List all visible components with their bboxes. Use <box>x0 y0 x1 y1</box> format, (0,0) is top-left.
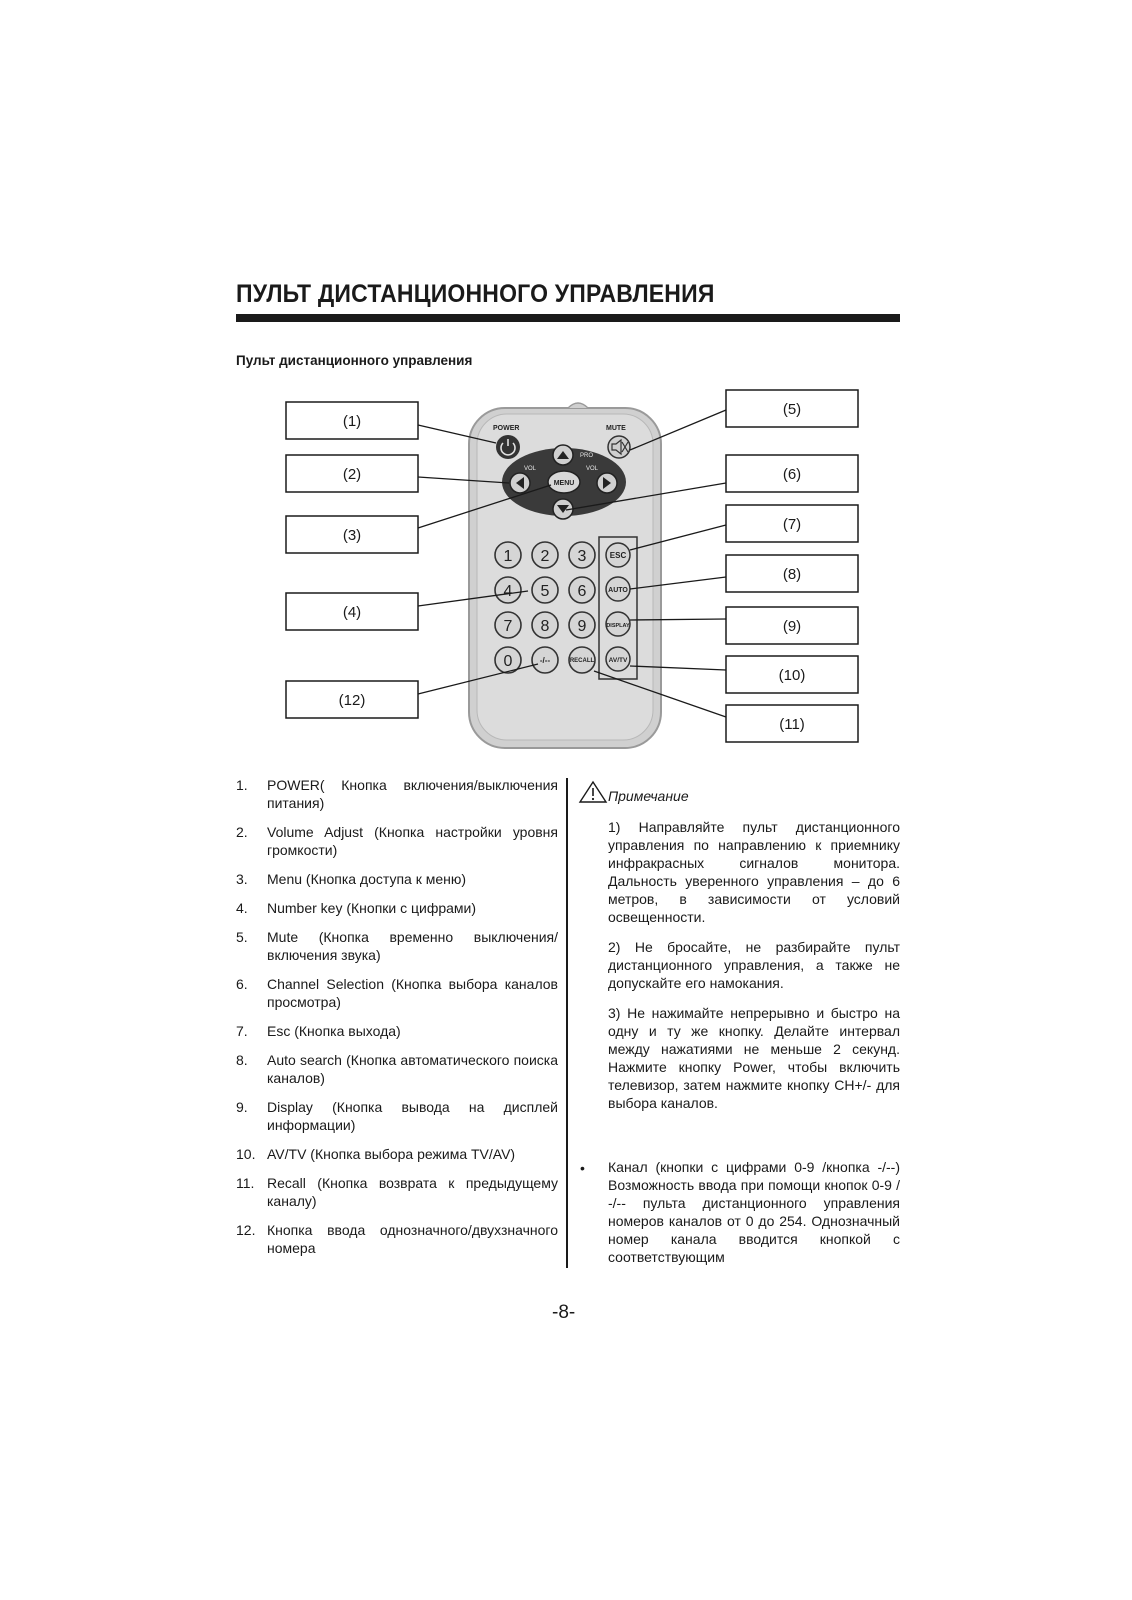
list-item-text: Display (Кнопка вывода на дисплей информации) <box>267 1099 558 1133</box>
list-item-number: 3. <box>236 871 248 887</box>
digit-9-button <box>569 612 595 638</box>
note-paragraph-3: 3) Не нажимайте непрерывно и быстро на одну и ту же кнопку. Делайте интервал между нажатиями не меньше 2 секунд. Нажмите кнопку Power, чтобы включить телевизор, затем нажмите кнопку CH+/- для выбора каналов. <box>608 1005 900 1111</box>
dash-button <box>532 647 558 673</box>
remote-control-illustration <box>469 403 661 748</box>
list-item <box>236 928 558 964</box>
list-item-text: Channel Selection (Кнопка выбора каналов просмотра) <box>267 976 558 1010</box>
vol-left-label: VOL <box>524 466 537 472</box>
list-item-number: 6. <box>236 976 248 992</box>
avtv-button <box>606 647 630 671</box>
list-item <box>236 1098 558 1134</box>
list-item-number: 7. <box>236 1023 248 1039</box>
digit-3-button <box>569 542 595 568</box>
callout-label-4: (4) <box>342 604 362 621</box>
esc-button <box>606 543 630 567</box>
bullet-mark: • <box>580 1160 585 1176</box>
list-item-text: Auto search (Кнопка автоматического поиска каналов) <box>267 1052 558 1086</box>
list-item-number: 8. <box>236 1052 248 1068</box>
key-label: RECALL <box>569 658 595 665</box>
power-label: POWER <box>493 425 520 432</box>
key-label: 4 <box>503 582 513 600</box>
callout-label-11: (11) <box>779 716 805 733</box>
list-item <box>236 1051 558 1087</box>
key-label: 2 <box>540 547 550 565</box>
list-item-text: Mute (Кнопка временно выключения/включения звука) <box>267 929 558 963</box>
key-label: 8 <box>540 617 550 635</box>
display-button <box>606 612 630 636</box>
mute-button <box>608 436 630 458</box>
key-label: 6 <box>577 582 587 600</box>
key-label: 1 <box>503 547 513 565</box>
svg-text:AUTO: AUTO <box>608 587 628 594</box>
svg-text:DISPLAY: DISPLAY <box>606 623 630 629</box>
digit-6-button <box>569 577 595 603</box>
callout-label-7: (7) <box>782 516 802 533</box>
button-description-list <box>236 776 558 1268</box>
callout-label-5: (5) <box>782 401 802 418</box>
list-item <box>236 1221 558 1257</box>
list-item-text: Menu (Кнопка доступа к меню) <box>267 871 467 887</box>
list-item-number: 4. <box>236 900 248 916</box>
power-button <box>496 435 520 459</box>
list-item-number: 1. <box>236 777 248 793</box>
mute-label: MUTE <box>606 425 626 432</box>
svg-text:AV/TV: AV/TV <box>608 657 628 664</box>
note-paragraph-1: 1) Направляйте пульт дистанционного управления по направлению к приемнику инфракрасных сигналов монитора. Дальность уверенного управления – до 6 метров, в зависимости от условий освещенности. <box>608 819 900 925</box>
vol-right-label: VOL <box>586 466 599 472</box>
auto-button <box>606 577 630 601</box>
channel-input-text: Канал (кнопки с цифрами 0-9 /кнопка -/--) Возможность ввода при помощи кнопок 0-9 / -/-- пульта дистанционного управления номеров каналов от 0 до 254. Однозначный номер канала вводится кнопкой с соответствующим <box>608 1159 900 1265</box>
list-item-number: 11. <box>236 1175 255 1191</box>
callout-label-12: (12) <box>338 692 366 709</box>
note-heading: Примечание <box>608 788 689 804</box>
remote-diagram <box>0 0 1132 760</box>
list-item-text: POWER( Кнопка включения/выключения питания) <box>267 777 558 811</box>
note-header <box>578 780 689 806</box>
digit-2-button <box>532 542 558 568</box>
list-item-text: Кнопка ввода однозначного/двухзначного номера <box>267 1222 558 1256</box>
callout-label-9: (9) <box>782 618 802 635</box>
digit-7-button <box>495 612 521 638</box>
key-label: 0 <box>503 652 513 670</box>
list-item <box>236 823 558 859</box>
column-divider <box>566 778 568 1268</box>
list-item-number: 5. <box>236 929 248 945</box>
menu-label: MENU <box>553 480 575 487</box>
key-label: 9 <box>577 617 587 635</box>
page-number: -8- <box>552 1302 576 1323</box>
callout-label-6: (6) <box>782 466 802 483</box>
callout-label-1: (1) <box>342 413 362 430</box>
list-item <box>236 975 558 1011</box>
key-label: 3 <box>577 547 587 565</box>
callout-label-2: (2) <box>342 466 362 483</box>
callout-label-10: (10) <box>778 667 806 684</box>
section-subtitle: Пульт дистанционного управления <box>236 353 473 368</box>
warning-icon <box>578 780 608 804</box>
svg-text:ESC: ESC <box>609 551 627 560</box>
list-item <box>236 776 558 812</box>
callout-label-3: (3) <box>342 527 362 544</box>
list-item <box>236 870 558 888</box>
callout-label-8: (8) <box>782 566 802 583</box>
list-item <box>236 1145 558 1163</box>
key-label: 7 <box>503 617 513 635</box>
pro-label: PRO <box>580 453 594 459</box>
list-item-text: Esc (Кнопка выхода) <box>267 1023 401 1039</box>
list-item-number: 10. <box>236 1146 256 1162</box>
key-label: 5 <box>540 582 550 600</box>
digit-5-button <box>532 577 558 603</box>
list-item-number: 2. <box>236 824 248 840</box>
note-paragraph-2: 2) Не бросайте, не разбирайте пульт дистанционного управления, а также не допускайте его намокания. <box>608 939 900 991</box>
list-item-text: AV/TV (Кнопка выбора режима TV/AV) <box>267 1146 516 1162</box>
note-paragraphs <box>608 818 900 1124</box>
list-item <box>236 1022 558 1040</box>
digit-8-button <box>532 612 558 638</box>
list-item-text: Recall (Кнопка возврата к предыдущему каналу) <box>267 1175 558 1209</box>
list-item-number: 9. <box>236 1099 248 1115</box>
list-item-text: Number key (Кнопки с цифрами) <box>267 900 477 916</box>
page-title: ПУЛЬТ ДИСТАНЦИОННОГО УПРАВЛЕНИЯ <box>236 280 715 308</box>
list-item <box>236 899 558 917</box>
digit-1-button <box>495 542 521 568</box>
list-item-text: Volume Adjust (Кнопка настройки уровня громкости) <box>267 824 558 858</box>
recall-button <box>569 647 595 673</box>
list-item <box>236 1174 558 1210</box>
digit-4-button <box>495 577 521 603</box>
list-item-number: 12. <box>236 1222 256 1238</box>
key-label: -/-- <box>539 655 551 665</box>
